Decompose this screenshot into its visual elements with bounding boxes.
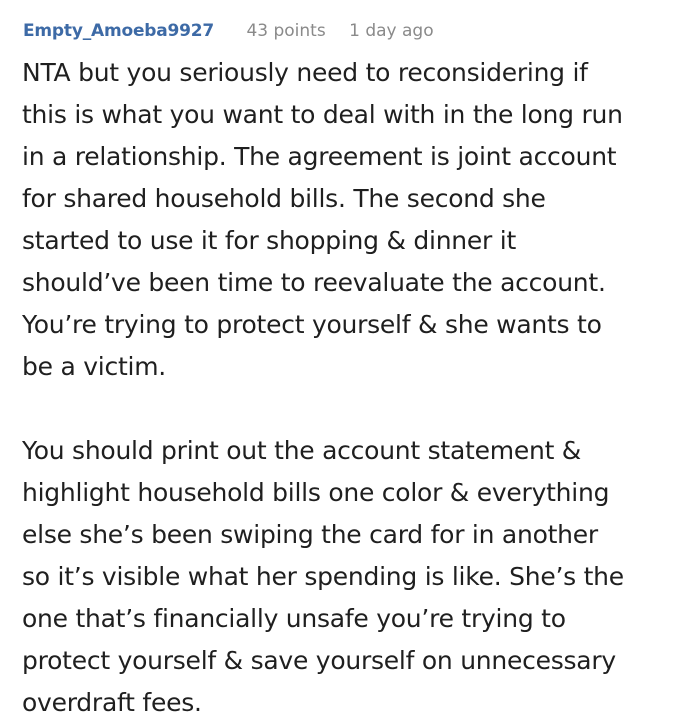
comment-meta xyxy=(23,19,434,43)
comment-line: protect yourself & save yourself on unnecessary xyxy=(22,646,616,675)
comment-line: this is what you want to deal with in the long run xyxy=(22,100,623,129)
comment-line: for shared household bills. The second she xyxy=(22,184,546,213)
comment-line: overdraft fees. xyxy=(22,688,202,717)
comment-line: should’ve been time to reevaluate the account. xyxy=(22,268,606,297)
comment-line: be a victim. xyxy=(22,352,166,381)
comment-line: You’re trying to protect yourself & she wants to xyxy=(22,310,602,339)
comment-line: so it’s visible what her spending is like. She’s the xyxy=(22,562,624,591)
comment-paragraph-2 xyxy=(22,430,692,724)
comment-paragraph-1 xyxy=(22,52,692,388)
points-count: 43 points xyxy=(246,21,326,41)
comment-line: else she’s been swiping the card for in another xyxy=(22,520,598,549)
comment-body xyxy=(22,52,692,724)
comment-line: highlight household bills one color & everything xyxy=(22,478,610,507)
comment-line: in a relationship. The agreement is joint account xyxy=(22,142,617,171)
comment-line: one that’s financially unsafe you’re trying to xyxy=(22,604,566,633)
timestamp: 1 day ago xyxy=(349,21,434,41)
paragraph-gap xyxy=(22,388,692,430)
comment-line: You should print out the account statement & xyxy=(22,436,582,465)
comment-line: started to use it for shopping & dinner it xyxy=(22,226,516,255)
comment-line: NTA but you seriously need to reconsidering if xyxy=(22,58,588,87)
username-link[interactable]: Empty_Amoeba9927 xyxy=(23,21,215,41)
